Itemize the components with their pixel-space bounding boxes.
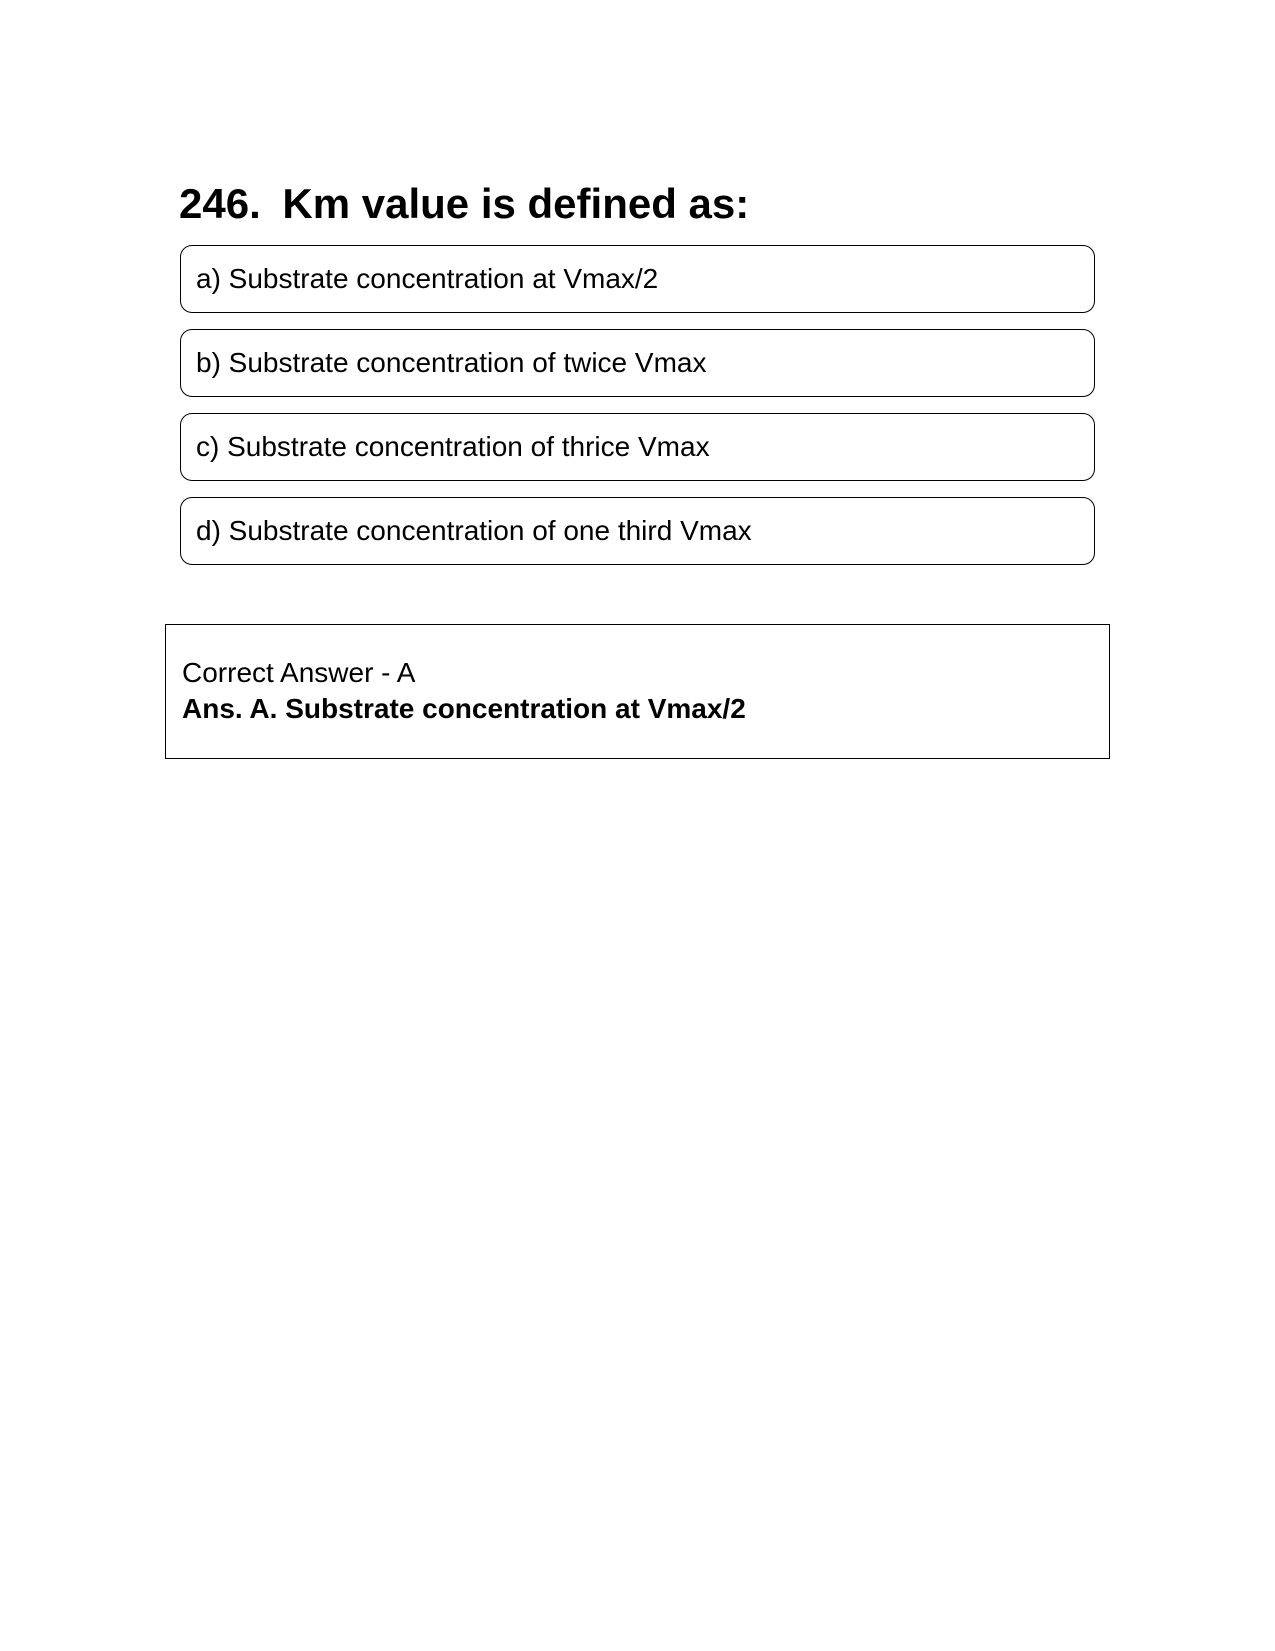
answer-explanation: Ans. A. Substrate concentration at Vmax/2 bbox=[182, 693, 746, 724]
correct-answer-text: Correct Answer - A bbox=[182, 657, 416, 688]
option-d[interactable]: d) Substrate concentration of one third Vmax bbox=[180, 497, 1095, 565]
option-a[interactable]: a) Substrate concentration at Vmax/2 bbox=[180, 245, 1095, 313]
question-number: 246. bbox=[179, 180, 261, 227]
answer-box bbox=[165, 624, 1110, 759]
question-heading bbox=[179, 176, 749, 232]
option-c[interactable]: c) Substrate concentration of thrice Vmax bbox=[180, 413, 1095, 481]
question-text: Km value is defined as: bbox=[282, 180, 750, 227]
option-b[interactable]: b) Substrate concentration of twice Vmax bbox=[180, 329, 1095, 397]
